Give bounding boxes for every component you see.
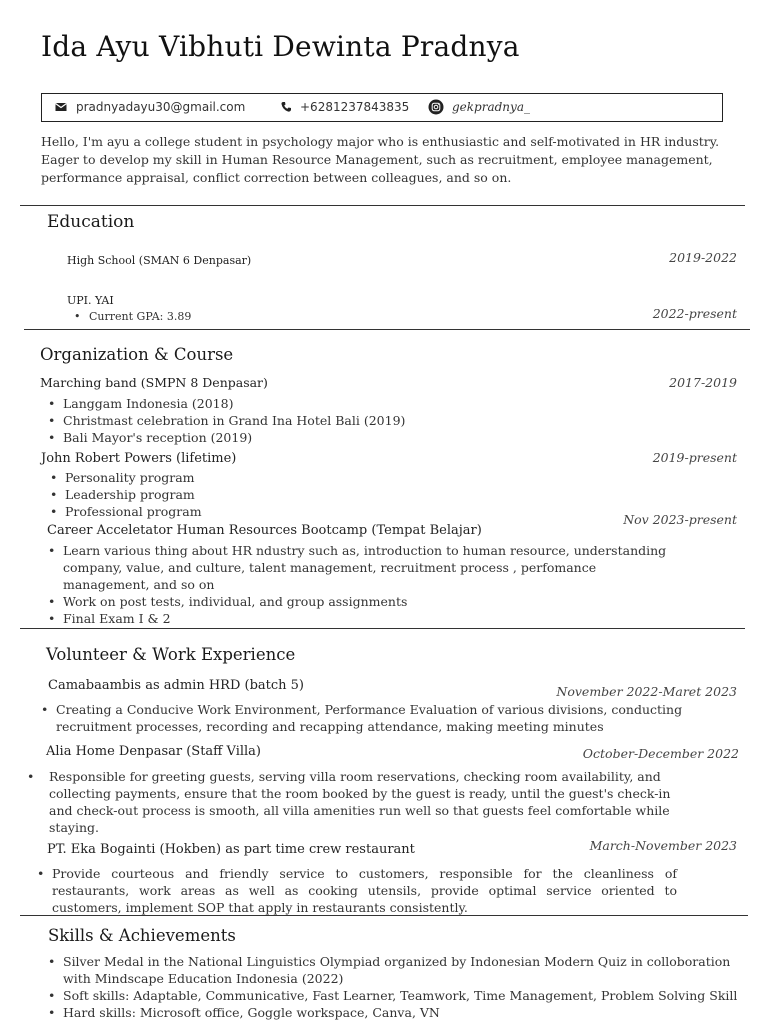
list-item: • Langgam Indonesia (2018) [41,395,731,412]
list-item: • Soft skills: Adaptable, Communicative, Fast Learner, Teamwork, Time Management, Problem Solving Skill [41,987,741,1004]
divider [24,329,750,330]
work-date: November 2022-Maret 2023 [556,684,737,699]
list-item: • Provide courteous and friendly service to customers, responsible for the cleanliness of restaurants, work areas as well as cooking utensils, provide optimal service oriented to customers, implement SOP that apply in restaurants consistently. [30,865,677,916]
list-item: • Creating a Conducive Work Environment, Performance Evaluation of various divisions, conducting recruitment processes, recording and recapping attendance, making meeting minutes [34,701,694,735]
section-title-education: Education [47,212,135,232]
list-item: • Current GPA: 3.89 [67,309,191,325]
work-item-list [20,768,685,836]
phone-number[interactable]: +6281237843835 [300,100,410,114]
org-name: Career Acceletator Human Resources Bootcamp (Tempat Belajar) [47,523,482,538]
section-title-work: Volunteer & Work Experience [46,645,296,664]
work-name: Alia Home Denpasar (Staff Villa) [46,744,262,759]
org-name: Marching band (SMPN 8 Denpasar) [40,375,268,390]
list-item: • Work on post tests, individual, and group assignments [41,593,681,610]
divider [20,205,745,206]
list-item: • Silver Medal in the National Linguistics Olympiad organized by Indonesian Modern Quiz in colloboration with Mindscape Education Indonesia (2022) [41,953,741,987]
list-item: • Learn various thing about HR ndustry such as, introduction to human resource, understanding company, value, and culture, talent management, recruitment process , perfomance management, and so on [41,542,681,593]
org-item-list [41,542,681,627]
org-date: Nov 2023-present [623,512,737,527]
education-school: High School (SMAN 6 Denpasar) [67,254,252,267]
list-item: • Christmast celebration in Grand Ina Hotel Bali (2019) [41,412,731,429]
education-date: 2019-2022 [669,250,737,265]
list-item: • Bali Mayor's reception (2019) [41,429,731,446]
list-item: • Responsible for greeting guests, serving villa room reservations, checking room availability, and collecting payments, ensure that the room booked by the guest is ready, until the guest's check-in and check-out process is smooth, all villa amenities run well so that guests feel comfortable while staying. [20,768,685,836]
work-item-list [30,865,677,916]
section-title-skills: Skills & Achievements [48,926,236,945]
summary-paragraph: Hello, I'm ayu a college student in psychology major who is enthusiastic and self-motivated in HR industry. Eager to develop my skill in Human Resource Management, such as recruitment, employee management, performance appraisal, conflict correction between colleagues, and so on. [41,134,720,185]
work-name: Camabaambis as admin HRD (batch 5) [48,678,305,693]
list-item: • Leadership program [43,486,733,503]
instagram-icon [428,99,444,115]
list-item: • Hard skills: Microsoft office, Goggle workspace, Canva, VN [41,1004,741,1021]
list-item: • Professional program [43,503,733,520]
contact-bar [41,93,723,122]
org-name: John Robert Powers (lifetime) [41,451,237,466]
work-name: PT. Eka Bogainti (Hokben) as part time crew restaurant [47,842,415,857]
instagram-handle[interactable]: gekpradnya_ [452,100,530,114]
education-date: 2022-present [652,306,737,321]
phone-icon [280,101,292,113]
envelope-icon [55,101,67,113]
section-title-organization: Organization & Course [40,345,234,364]
work-item-list [34,701,694,735]
org-item-list [41,395,731,446]
skills-list [41,953,741,1021]
divider [20,628,745,629]
list-item: • Personality program [43,469,733,486]
education-school: UPI. YAI [67,294,114,307]
list-item: • Final Exam I & 2 [41,610,681,627]
org-date: 2019-present [652,450,737,465]
resume-name: Ida Ayu Vibhuti Dewinta Pradnya [41,30,520,63]
email-link[interactable]: pradnyadayu30@gmail.com [76,100,246,114]
work-date: March-November 2023 [589,838,737,853]
work-date: October-December 2022 [582,746,739,761]
divider [20,915,748,916]
org-date: 2017-2019 [669,375,737,390]
education-detail-list [67,309,191,325]
